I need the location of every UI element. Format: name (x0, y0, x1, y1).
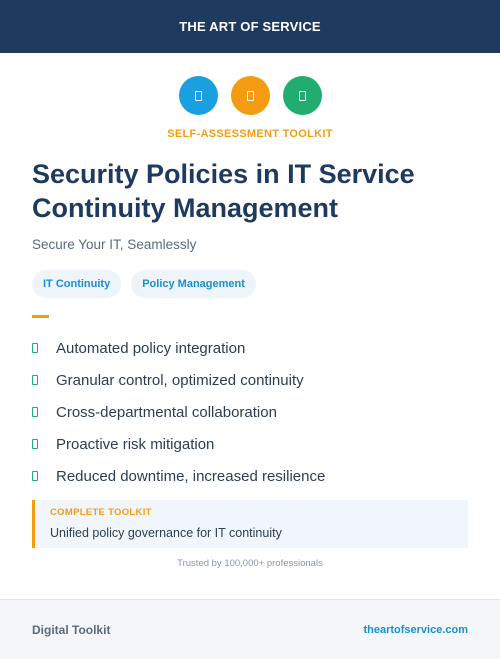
callout-label: COMPLETE TOOLKIT (50, 507, 152, 518)
tag-list (32, 270, 256, 298)
brand-name: THE ART OF SERVICE (179, 19, 321, 34)
check-icon (32, 439, 38, 449)
feature-list (32, 332, 325, 492)
callout-text: Unified policy governance for IT continuity (50, 526, 282, 540)
feature-item (32, 428, 325, 460)
icon-row (0, 76, 500, 115)
feature-text: Reduced downtime, increased resilience (56, 467, 326, 485)
check-icon (32, 407, 38, 417)
feature-item (32, 332, 325, 364)
orange-circle-icon (231, 76, 270, 115)
check-icon (32, 375, 38, 385)
green-circle-icon (283, 76, 322, 115)
tag-policy-management: Policy Management (131, 270, 256, 298)
feature-item (32, 364, 325, 396)
blue-circle-icon (179, 76, 218, 115)
glyph-icon (195, 91, 202, 101)
feature-text: Cross-departmental collaboration (56, 403, 277, 421)
website-link[interactable]: theartofservice.com (363, 623, 468, 636)
toolkit-callout (32, 500, 468, 548)
check-icon (32, 343, 38, 353)
footer (0, 599, 500, 659)
glyph-icon (247, 91, 254, 101)
feature-item (32, 460, 325, 492)
trust-note: Trusted by 100,000+ professionals (177, 558, 323, 569)
accent-divider (32, 315, 49, 318)
glyph-icon (299, 91, 306, 101)
feature-text: Automated policy integration (56, 339, 246, 357)
footer-label: Digital Toolkit (32, 622, 111, 637)
tag-it-continuity: IT Continuity (32, 270, 121, 298)
subtitle: Secure Your IT, Seamlessly (32, 237, 197, 252)
check-icon (32, 471, 38, 481)
feature-item (32, 396, 325, 428)
page-title: Security Policies in IT Service Continuity Management (32, 159, 415, 223)
eyebrow-label: SELF-ASSESSMENT TOOLKIT (167, 128, 333, 140)
header-bar (0, 0, 500, 53)
feature-text: Granular control, optimized continuity (56, 371, 304, 389)
feature-text: Proactive risk mitigation (56, 435, 215, 453)
